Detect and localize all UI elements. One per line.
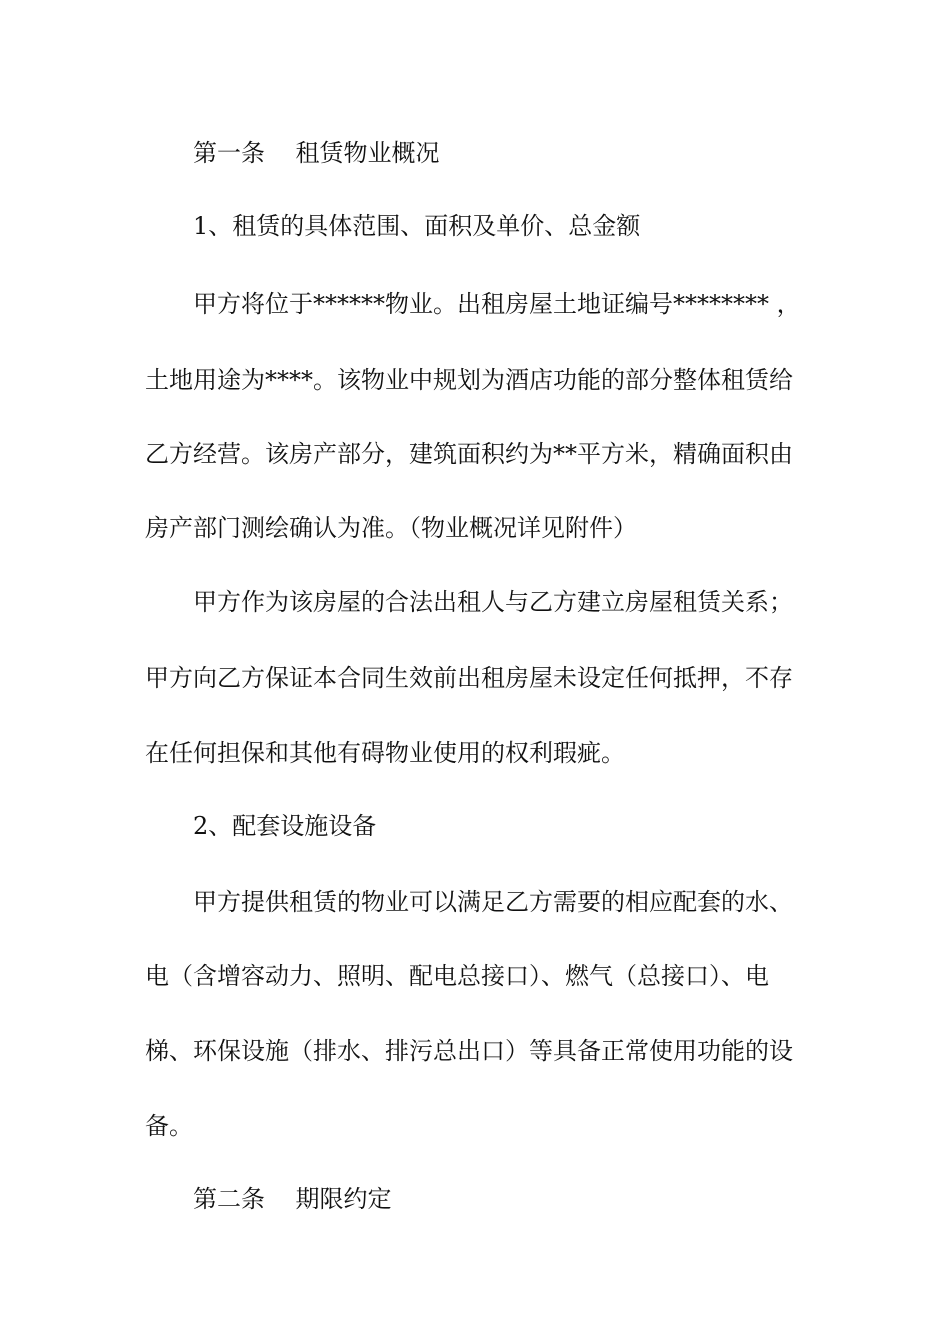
- paragraph-line: 甲方作为该房屋的合法出租人与乙方建立房屋租赁关系；: [193, 588, 793, 616]
- paragraph-line: 甲方向乙方保证本合同生效前出租房屋未设定任何抵押，不存: [145, 664, 793, 692]
- paragraph-line: 甲方将位于******物业。出租房屋土地证编号******** ，: [193, 290, 801, 318]
- paragraph-line: 备。: [145, 1112, 193, 1140]
- paragraph-line: 房产部门测绘确认为准。（物业概况详见附件）: [145, 514, 637, 542]
- paragraph-line: 梯、环保设施（排水、排污总出口）等具备正常使用功能的设: [145, 1037, 793, 1065]
- paragraph-line: 土地用途为****。该物业中规划为酒店功能的部分整体租赁给: [145, 366, 793, 394]
- article-1-heading: 第一条 租赁物业概况: [193, 139, 440, 167]
- section-2-heading: 2、配套设施设备: [193, 812, 377, 840]
- paragraph-line: 甲方提供租赁的物业可以满足乙方需要的相应配套的水、: [193, 888, 793, 916]
- paragraph-line: 乙方经营。该房产部分，建筑面积约为**平方米，精确面积由: [145, 440, 793, 468]
- paragraph-line: 在任何担保和其他有碍物业使用的权利瑕疵。: [145, 739, 625, 767]
- section-1-heading: 1、租赁的具体范围、面积及单价、总金额: [193, 212, 641, 240]
- article-2-heading: 第二条 期限约定: [193, 1185, 392, 1213]
- paragraph-line: 电（含增容动力、照明、配电总接口）、燃气（总接口）、电: [145, 962, 769, 990]
